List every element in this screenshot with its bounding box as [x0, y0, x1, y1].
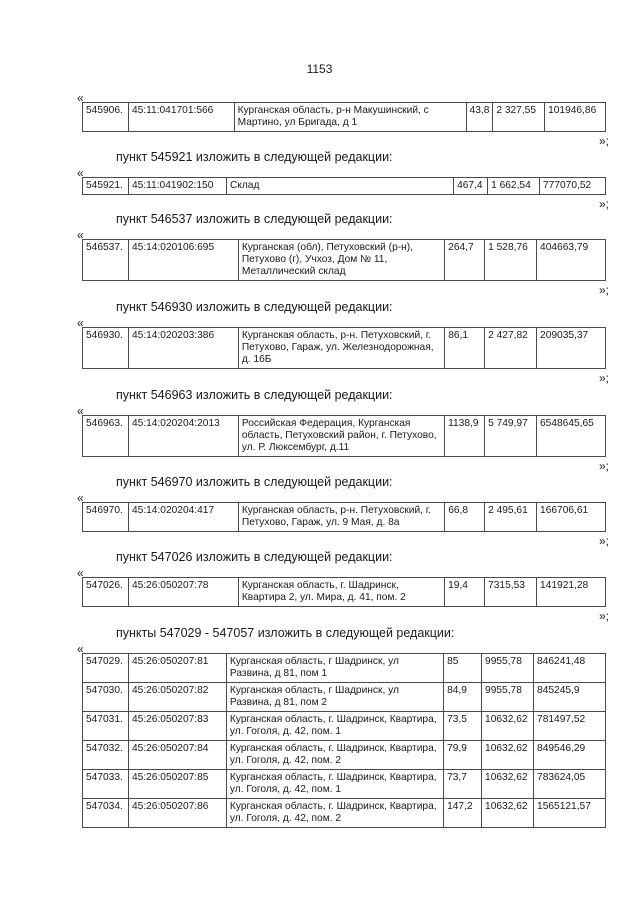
table-row [83, 712, 606, 741]
address-cell: Курганская (обл), Петуховский (р-н), Петухово (г), Учхоз, Дом № 11, Металлический склад [238, 240, 444, 281]
row-number-cell: 547026. [83, 578, 129, 607]
row-number-cell: 545921. [83, 178, 129, 195]
address-cell: Курганская область, г. Шадринск, Квартира, ул. Гоголя, д. 42, пом. 1 [226, 770, 443, 799]
table-row [83, 770, 606, 799]
area-cell: 1138,9 [445, 416, 485, 457]
open-quote: « [77, 404, 84, 418]
area-cell: 43,8 [466, 103, 493, 132]
rate-cell: 5 749,97 [485, 416, 537, 457]
cadastral-number-cell: 45:11:041701:566 [128, 103, 234, 132]
amendment-heading: пункт 546537 изложить в следующей редакции: [116, 212, 393, 226]
table-row [83, 799, 606, 828]
rate-cell: 9955,78 [482, 654, 534, 683]
amendment-heading: пункт 546963 изложить в следующей редакции: [116, 388, 393, 402]
amendment-heading: пункт 547026 изложить в следующей редакции: [116, 550, 393, 564]
cadastral-number-cell: 45:26:050207:85 [128, 770, 226, 799]
close-quote: »; [598, 459, 609, 473]
table-row [83, 578, 606, 607]
property-table [82, 415, 606, 457]
table-row [83, 503, 606, 532]
area-cell: 86,1 [445, 328, 485, 369]
area-cell: 73,7 [444, 770, 482, 799]
table-row [83, 240, 606, 281]
cadastral-number-cell: 45:26:050207:78 [128, 578, 238, 607]
close-quote: »; [598, 197, 609, 211]
value-cell: 783624,05 [534, 770, 606, 799]
rate-cell: 10632,62 [482, 799, 534, 828]
row-number-cell: 547031. [83, 712, 129, 741]
property-table [82, 102, 606, 132]
cadastral-number-cell: 45:14:020106:695 [128, 240, 238, 281]
area-cell: 66,8 [445, 503, 485, 532]
close-quote: »; [598, 534, 609, 548]
rate-cell: 10632,62 [482, 770, 534, 799]
area-cell: 264,7 [445, 240, 485, 281]
cadastral-number-cell: 45:26:050207:84 [128, 741, 226, 770]
row-number-cell: 547032. [83, 741, 129, 770]
open-quote: « [77, 316, 84, 330]
row-number-cell: 546930. [83, 328, 129, 369]
value-cell: 1565121,57 [534, 799, 606, 828]
close-quote: »; [598, 371, 609, 385]
address-cell: Курганская область, р-н. Петуховский, г. Петухово, Гараж, ул. 9 Мая, д. 8а [238, 503, 444, 532]
value-cell: 404663,79 [537, 240, 606, 281]
cadastral-number-cell: 45:14:020204:417 [128, 503, 238, 532]
amendment-heading: пункт 545921 изложить в следующей редакции: [116, 150, 393, 164]
value-cell: 166706,61 [537, 503, 606, 532]
row-number-cell: 546537. [83, 240, 129, 281]
rate-cell: 7315,53 [485, 578, 537, 607]
cadastral-number-cell: 45:26:050207:82 [128, 683, 226, 712]
area-cell: 85 [444, 654, 482, 683]
rate-cell: 10632,62 [482, 712, 534, 741]
close-quote: »; [598, 134, 609, 148]
property-table [82, 653, 606, 828]
open-quote: « [77, 566, 84, 580]
property-table [82, 327, 606, 369]
area-cell: 467,4 [454, 178, 488, 195]
rate-cell: 1 528,76 [485, 240, 537, 281]
area-cell: 79,9 [444, 741, 482, 770]
cadastral-number-cell: 45:26:050207:83 [128, 712, 226, 741]
table-row [83, 178, 606, 195]
open-quote: « [77, 166, 84, 180]
open-quote: « [77, 91, 84, 105]
address-cell: Курганская область, р-н. Петуховский, г. Петухово, Гараж, ул. Железнодорожная, д. 16Б [238, 328, 444, 369]
cadastral-number-cell: 45:14:020204:2013 [128, 416, 238, 457]
value-cell: 6548645,65 [537, 416, 606, 457]
table-row [83, 654, 606, 683]
rate-cell: 2 427,82 [485, 328, 537, 369]
open-quote: « [77, 228, 84, 242]
area-cell: 73,5 [444, 712, 482, 741]
rate-cell: 10632,62 [482, 741, 534, 770]
row-number-cell: 547029. [83, 654, 129, 683]
area-cell: 147,2 [444, 799, 482, 828]
rate-cell: 2 327,55 [493, 103, 545, 132]
cadastral-number-cell: 45:11:041902:150 [128, 178, 226, 195]
close-quote: »; [598, 283, 609, 297]
value-cell: 845245,9 [534, 683, 606, 712]
property-table [82, 239, 606, 281]
rate-cell: 9955,78 [482, 683, 534, 712]
property-table [82, 177, 606, 195]
amendment-heading: пункт 546930 изложить в следующей редакции: [116, 300, 393, 314]
table-row [83, 416, 606, 457]
value-cell: 846241,48 [534, 654, 606, 683]
page-number: 1153 [306, 62, 333, 76]
address-cell: Курганская область, г Шадринск, ул Развина, д 81, пом 1 [226, 654, 443, 683]
address-cell: Курганская область, г. Шадринск, Квартира, ул. Гоголя, д. 42, пом. 1 [226, 712, 443, 741]
address-cell: Российская Федерация, Курганская область, Петуховский район, г. Петухово, ул. Р. Люксембург, д.11 [238, 416, 444, 457]
value-cell: 781497,52 [534, 712, 606, 741]
area-cell: 19,4 [445, 578, 485, 607]
row-number-cell: 546970. [83, 503, 129, 532]
table-row [83, 328, 606, 369]
address-cell: Курганская область, г. Шадринск, Квартира, ул. Гоголя, д. 42, пом. 2 [226, 799, 443, 828]
table-row [83, 683, 606, 712]
value-cell: 101946,86 [545, 103, 606, 132]
value-cell: 141921,28 [537, 578, 606, 607]
address-cell: Курганская область, г. Шадринск, Квартира, ул. Гоголя, д. 42, пом. 2 [226, 741, 443, 770]
table-row [83, 103, 606, 132]
table-row [83, 741, 606, 770]
row-number-cell: 547033. [83, 770, 129, 799]
property-table [82, 502, 606, 532]
cadastral-number-cell: 45:26:050207:86 [128, 799, 226, 828]
open-quote: « [77, 642, 84, 656]
row-number-cell: 545906. [83, 103, 129, 132]
value-cell: 777070,52 [540, 178, 606, 195]
address-cell: Курганская область, г. Шадринск, Квартира 2, ул. Мира, д. 41, пом. 2 [238, 578, 444, 607]
cadastral-number-cell: 45:14:020203:386 [128, 328, 238, 369]
area-cell: 84,9 [444, 683, 482, 712]
address-cell: Склад [226, 178, 453, 195]
amendment-heading: пункты 547029 - 547057 изложить в следующей редакции: [116, 626, 455, 640]
value-cell: 209035,37 [537, 328, 606, 369]
address-cell: Курганская область, р-н Макушинский, с Мартино, ул Бригада, д 1 [234, 103, 466, 132]
amendment-heading: пункт 546970 изложить в следующей редакции: [116, 475, 393, 489]
cadastral-number-cell: 45:26:050207:81 [128, 654, 226, 683]
rate-cell: 2 495,61 [485, 503, 537, 532]
close-quote: »; [598, 609, 609, 623]
row-number-cell: 546963. [83, 416, 129, 457]
rate-cell: 1 662,54 [488, 178, 540, 195]
property-table [82, 577, 606, 607]
value-cell: 849546,29 [534, 741, 606, 770]
row-number-cell: 547030. [83, 683, 129, 712]
row-number-cell: 547034. [83, 799, 129, 828]
open-quote: « [77, 491, 84, 505]
address-cell: Курганская область, г Шадринск, ул Развина, д 81, пом 2 [226, 683, 443, 712]
